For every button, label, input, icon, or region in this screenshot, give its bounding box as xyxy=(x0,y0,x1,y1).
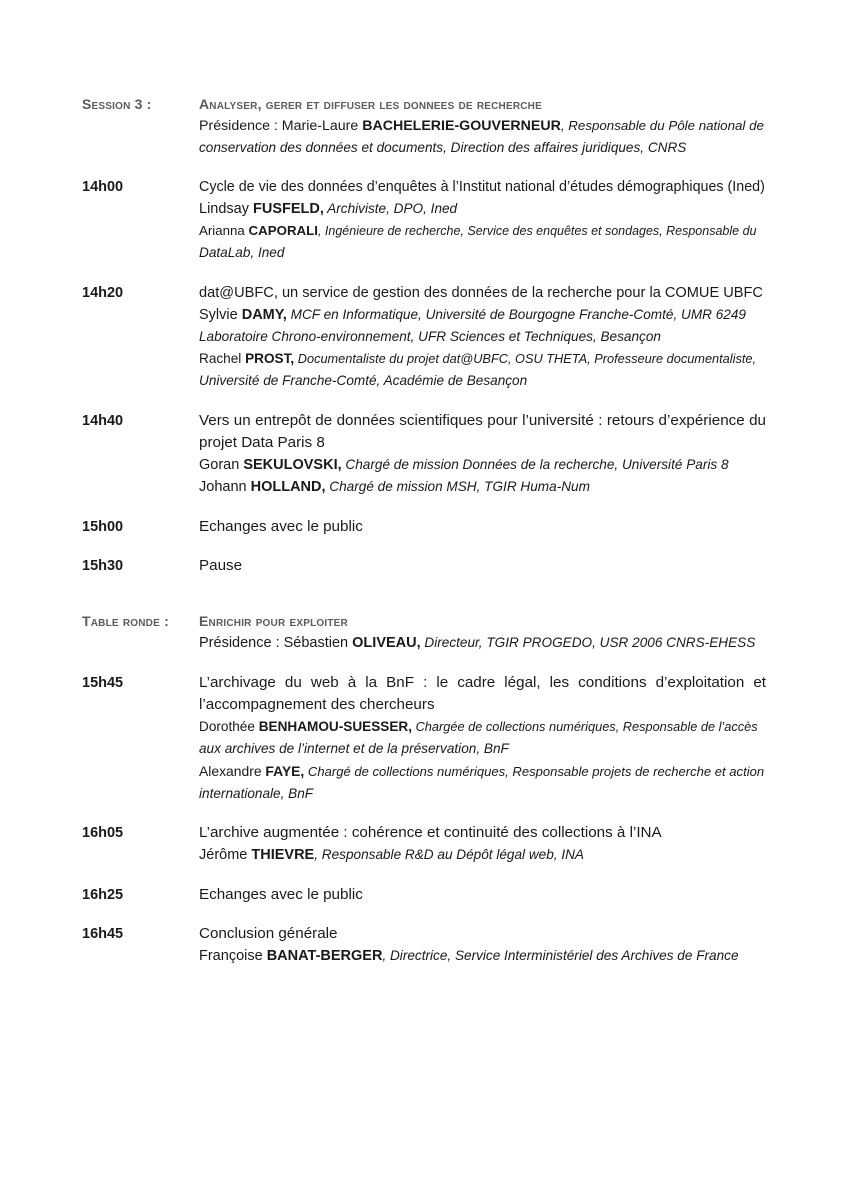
speaker-role: Archiviste, DPO, Ined xyxy=(323,201,458,216)
talk-time: 16h45 xyxy=(82,926,124,942)
speaker-line xyxy=(199,454,766,476)
speaker-first-name: Arianna xyxy=(199,223,249,238)
talk-title: Pause xyxy=(199,557,243,574)
talk-content xyxy=(199,884,766,906)
speaker-first-name: Sylvie xyxy=(199,307,242,323)
speaker-role: Documentaliste du projet dat@UBFC, OSU THETA, Professeure documentaliste, xyxy=(294,351,757,366)
talk-time: 16h05 xyxy=(82,825,124,841)
talk-content xyxy=(199,516,766,538)
speaker-first-name: Goran xyxy=(199,457,244,473)
talk-title: Cycle de vie des données d’enquêtes à l’Institut national d’études démographiques (Ined) xyxy=(199,179,765,195)
talk-time: 14h20 xyxy=(82,285,124,301)
session-title: Analyser, gerer et diffuser les donnees de recherche xyxy=(199,96,542,112)
talk-title-cont: projet Data Paris 8 xyxy=(199,434,325,451)
talk-content xyxy=(199,555,766,577)
presidence-prefix: Présidence : Sébastien xyxy=(199,635,353,651)
presidence-name: OLIVEAU, xyxy=(352,635,421,651)
talk-time: 16h25 xyxy=(82,887,124,903)
talk-time: 15h45 xyxy=(82,675,124,691)
talk-content xyxy=(199,410,766,498)
table-ronde-label: Table ronde : xyxy=(82,613,169,629)
speaker-last-name: FUSFELD, xyxy=(253,201,324,217)
speaker-line xyxy=(199,220,766,242)
speaker-first-name: Françoise xyxy=(199,948,267,964)
speaker-last-name: SEKULOVSKI, xyxy=(243,457,342,473)
speaker-role-cont: internationale, BnF xyxy=(199,786,314,801)
speaker-role-cont: Laboratoire Chrono-environnement, UFR Sciences et Techniques, Besançon xyxy=(199,329,661,344)
speaker-last-name: BENHAMOU-SUESSER, xyxy=(258,719,413,734)
speaker-line xyxy=(199,945,766,967)
speaker-last-name: CAPORALI xyxy=(248,223,318,238)
talk-title: Conclusion générale xyxy=(199,925,338,942)
talk-time: 14h40 xyxy=(82,413,124,429)
talk-content xyxy=(199,176,766,264)
talk-title: L’archivage du web à la BnF : le cadre légal, les conditions d’exploitation et xyxy=(199,674,766,691)
talk-time: 15h30 xyxy=(82,558,124,574)
speaker-role: , Ingénieure de recherche, Service des enquêtes et sondages, Responsable du xyxy=(317,224,757,238)
talk-content xyxy=(199,282,766,392)
presidence-name: BACHELERIE-GOUVERNEUR xyxy=(362,118,561,134)
speaker-line xyxy=(199,844,766,866)
presidence-line xyxy=(199,115,766,137)
speaker-role: , Responsable R&D au Dépôt légal web, INA xyxy=(314,847,584,862)
presidence-role: Directeur, TGIR PROGEDO, USR 2006 CNRS-EHESS xyxy=(420,635,756,650)
speaker-first-name: Jérôme xyxy=(199,847,252,863)
talk-content xyxy=(199,822,766,866)
speaker-last-name: HOLLAND, xyxy=(250,479,326,495)
speaker-role: Chargé de mission MSH, TGIR Huma-Num xyxy=(325,479,590,494)
speaker-first-name: Lindsay xyxy=(199,201,254,217)
speaker-role-cont: Université de Franche-Comté, Académie de Besançon xyxy=(199,373,528,388)
speaker-line xyxy=(199,198,766,220)
talk-title: Echanges avec le public xyxy=(199,886,363,903)
presidence-role: , Responsable du Pôle national de xyxy=(560,118,764,133)
speaker-line xyxy=(199,304,766,326)
speaker-last-name: FAYE, xyxy=(265,763,305,779)
speaker-last-name: BANAT-BERGER xyxy=(266,948,383,964)
speaker-role-cont: DataLab, Ined xyxy=(199,245,285,260)
speaker-role: Chargée de collections numériques, Responsable de l’accès xyxy=(412,719,758,734)
talk-title: Echanges avec le public xyxy=(199,518,363,535)
speaker-last-name: PROST, xyxy=(245,351,295,366)
session-label: Session 3 : xyxy=(82,96,152,112)
talk-title: dat@UBFC, un service de gestion des données de la recherche pour la COMUE UBFC xyxy=(199,285,763,301)
speaker-role: , Directrice, Service Interministériel des Archives de France xyxy=(382,948,739,963)
table-ronde-content xyxy=(199,610,766,654)
speaker-first-name: Alexandre xyxy=(199,763,266,779)
presidence-prefix: Présidence : Marie-Laure xyxy=(199,118,363,134)
talk-title: Vers un entrepôt de données scientifiques pour l’université : retours d’expérience du xyxy=(199,412,766,429)
speaker-role: Chargé de collections numériques, Responsable projets de recherche et action xyxy=(304,764,765,779)
talk-title: L’archive augmentée : cohérence et continuité des collections à l’INA xyxy=(199,824,662,841)
table-ronde-title: Enrichir pour exploiter xyxy=(199,613,348,629)
talk-time: 15h00 xyxy=(82,519,124,535)
speaker-role-cont: aux archives de l’internet et de la préservation, BnF xyxy=(199,741,509,756)
speaker-first-name: Johann xyxy=(199,479,251,495)
talk-time: 14h00 xyxy=(82,179,124,195)
speaker-role: Chargé de mission Données de la recherche, Université Paris 8 xyxy=(341,457,729,472)
speaker-last-name: DAMY, xyxy=(241,307,287,323)
speaker-line xyxy=(199,348,766,370)
talk-title-cont: l’accompagnement des chercheurs xyxy=(199,696,435,713)
speaker-line xyxy=(199,476,766,498)
session-content xyxy=(199,93,766,159)
presidence-line xyxy=(199,632,766,654)
talk-content xyxy=(199,923,766,967)
presidence-role-cont: conservation des données et documents, Direction des affaires juridiques, CNRS xyxy=(199,140,687,155)
talk-content xyxy=(199,672,766,805)
speaker-line xyxy=(199,760,766,783)
speaker-line xyxy=(199,716,766,738)
speaker-role: MCF en Informatique, Université de Bourgogne Franche-Comté, UMR 6249 xyxy=(286,307,746,322)
speaker-first-name: Rachel xyxy=(199,351,246,366)
speaker-first-name: Dorothée xyxy=(199,719,259,734)
speaker-last-name: THIEVRE xyxy=(251,847,315,863)
